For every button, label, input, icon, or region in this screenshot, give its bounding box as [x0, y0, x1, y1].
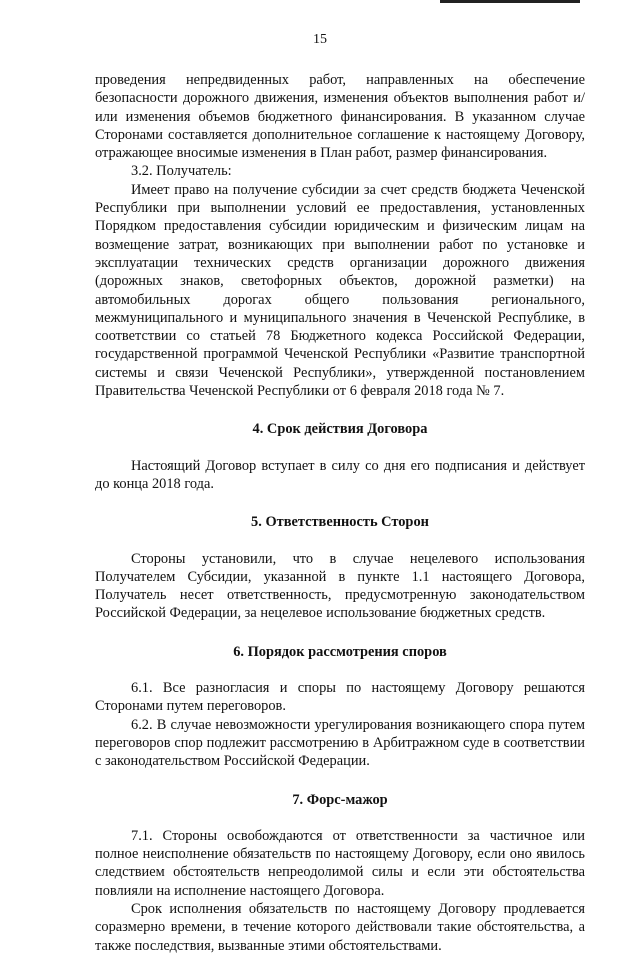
- section-5-heading: 5. Ответственность Сторон: [251, 514, 429, 531]
- paragraph-3-1-continuation: проведения непредвиденных работ, направленных на обеспечение безопасности дорожного движения, изменения объектов выполнения работ и/или изменения объемов бюджетного финансирования. В указанном случае Сторонами составляется дополнительное соглашение к настоящему Договору, отражающее вносимые изменения в План работ, размер финансирования.: [95, 72, 585, 162]
- section-7-heading: 7. Форс-мажор: [292, 791, 388, 808]
- paragraph-7-2: Срок исполнения обязательств по настоящему Договору продлевается соразмерно времени, в течение которого действовали такие обстоятельства, а также последствия, вызванные этими обстоятельствами.: [95, 900, 585, 954]
- document-body: [95, 71, 585, 955]
- paragraph-3-2-text: Имеет право на получение субсидии за счет средств бюджета Чеченской Республики при выполнении условий ее предоставления, установленных Порядком предоставления субсидии юридическим и физическим лицам на возмещение затрат, возникающих при выполнении работ по установке и эксплуатации технических средств организации дорожного движения (дорожных знаков, светофорных объектов, дорожной разметки) на автомобильных дорогах общего пользования регионального, межмуниципального и муниципального значения в Чеченской Республике, в соответствии со статьей 78 Бюджетного кодекса Российской Федерации, государственной программой Чеченской Республики «Развитие транспортной системы и связи Чеченской Республики», утвержденной постановлением Правительства Чеченской Республики от 6 февраля 2018 года № 7.: [95, 181, 585, 400]
- paragraph-6-2: 6.2. В случае невозможности урегулирования возникающего спора путем переговоров спор подлежит рассмотрению в Арбитражном суде в соответствии с законодательством Российской Федерации.: [95, 716, 585, 770]
- section-6-heading: 6. Порядок рассмотрения споров: [233, 643, 447, 660]
- top-edge-line: [440, 0, 580, 3]
- paragraph-6-1: 6.1. Все разногласия и споры по настоящему Договору решаются Сторонами путем переговоров.: [95, 680, 585, 715]
- section-4-heading: 4. Срок действия Договора: [252, 421, 428, 438]
- page-number: 15: [313, 32, 327, 47]
- paragraph-5-text: Стороны установили, что в случае нецелевого использования Получателем Субсидии, указанной в пункте 1.1 настоящего Договора, Получатель несет ответственность, предусмотренную законодательством Российской Федерации, за нецелевое использование бюджетных средств.: [95, 550, 585, 622]
- paragraph-3-2-label: 3.2. Получатель:: [131, 163, 232, 180]
- paragraph-4-text: Настоящий Договор вступает в силу со дня его подписания и действует до конца 2018 года.: [95, 457, 585, 492]
- paragraph-7-1: 7.1. Стороны освобождаются от ответственности за частичное или полное неисполнение обязательств по настоящему Договору, если оно явилось следствием обстоятельств непреодолимой силы и если эти обстоятельства повлияли на исполнение настоящего Договора.: [95, 827, 585, 899]
